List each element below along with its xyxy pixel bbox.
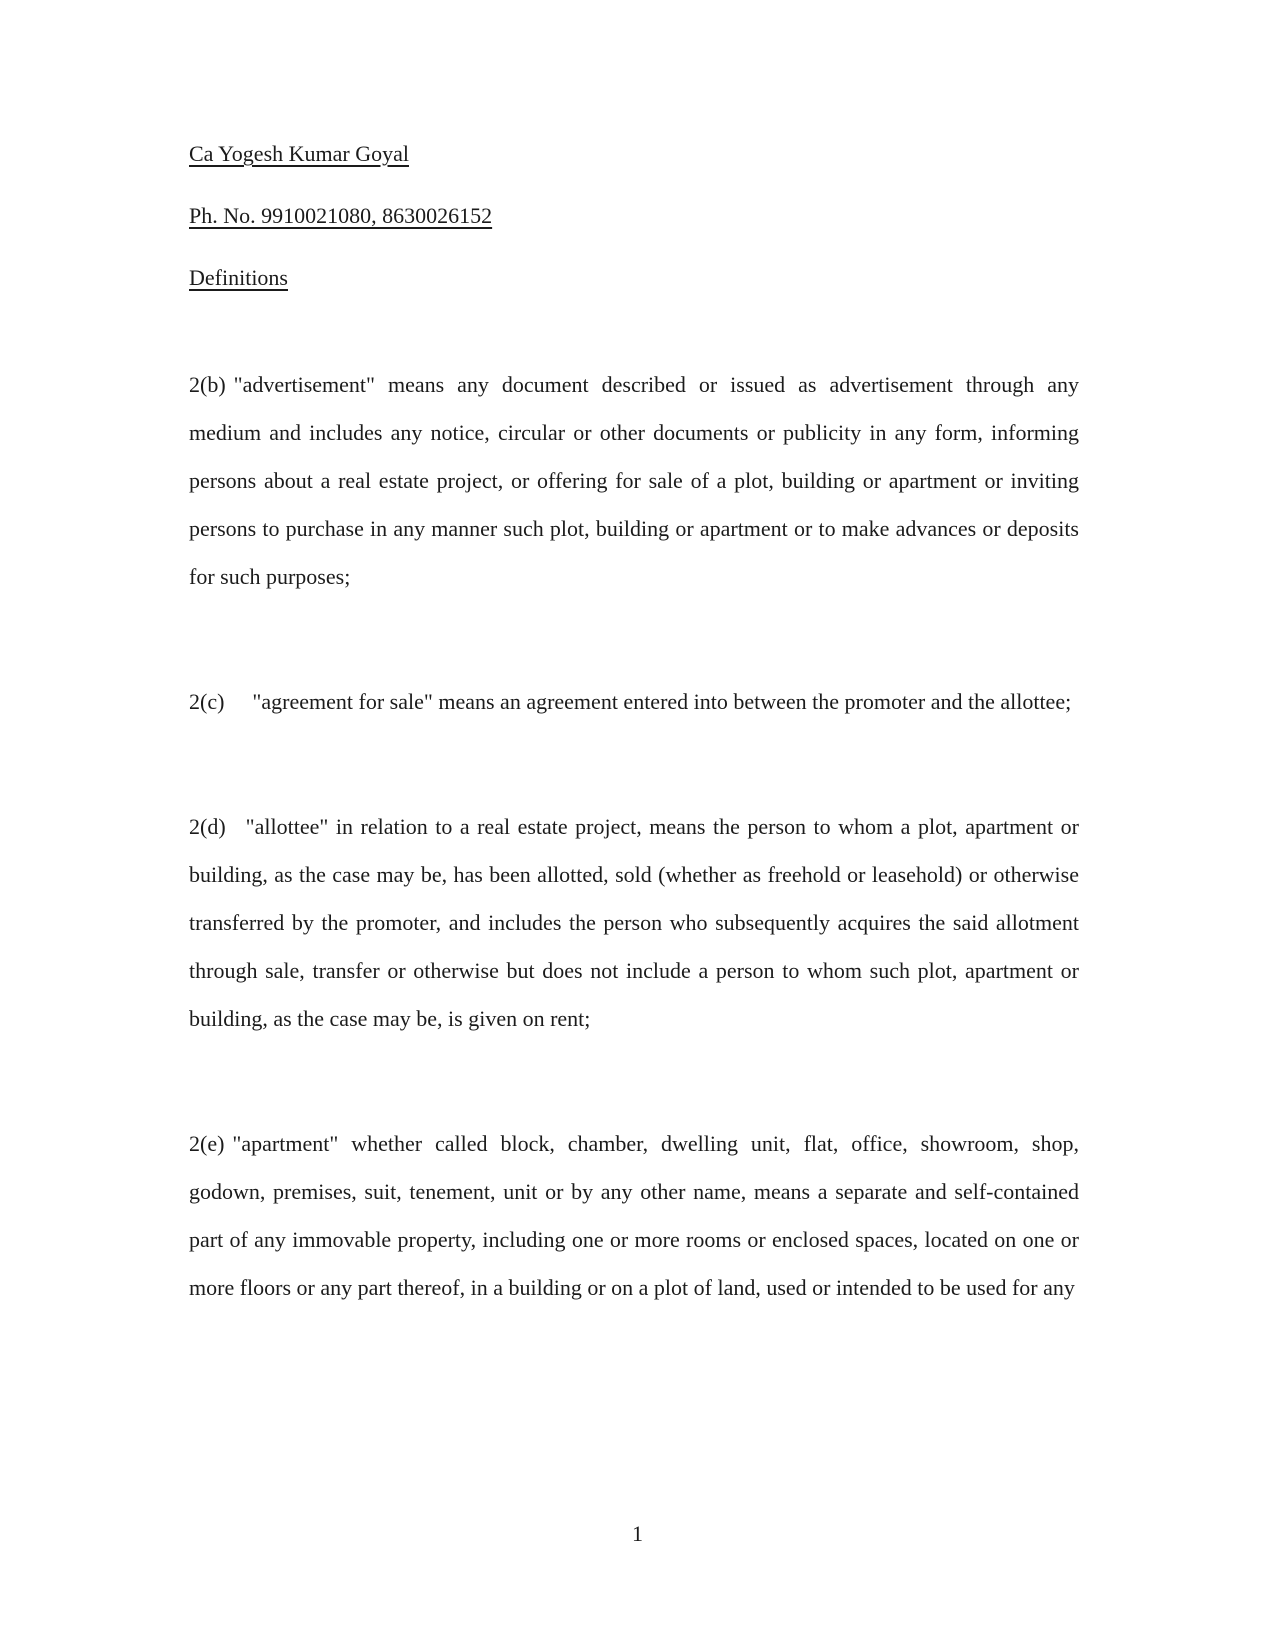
definitions-heading: Definitions <box>189 265 288 290</box>
clause-2d-number: 2(d) <box>189 814 226 839</box>
clause-2b-text: "advertisement" means any document described or issued as advertisement through any medium and includes any notice, circular or other documents or publicity in any form, informing persons about a real estate project, or offering for sale of a plot, building or apartment or inviting persons to purchase in any manner such plot, building or apartment or to make advances or deposits for such purposes; <box>189 372 1079 589</box>
clause-2c-number: 2(c) <box>189 689 225 714</box>
page-number: 1 <box>632 1521 643 1546</box>
clause-2d <box>189 803 1079 1043</box>
author-line: Ca Yogesh Kumar Goyal <box>189 141 409 166</box>
clause-2d-text: "allottee" in relation to a real estate project, means the person to whom a plot, apartment or building, as the case may be, has been allotted, sold (whether as freehold or leasehold) or otherwise transferred by the promoter, and includes the person who subsequently acquires the said allotment through sale, transfer or otherwise but does not include a person to whom such plot, apartment or building, as the case may be, is given on rent; <box>189 814 1079 1031</box>
clause-2c-text: "agreement for sale" means an agreement entered into between the promoter and the allottee; <box>252 689 1072 714</box>
clause-2b <box>189 361 1079 601</box>
phone-line: Ph. No. 9910021080, 8630026152 <box>189 203 493 228</box>
clause-2e-text: "apartment" whether called block, chamber, dwelling unit, flat, office, showroom, shop, godown, premises, suit, tenement, unit or by any other name, means a separate and self-contained part of any immovable property, including one or more rooms or enclosed spaces, located on one or more floors or any part thereof, in a building or on a plot of land, used or intended to be used for any <box>189 1131 1079 1300</box>
clause-2d-tab-gap <box>226 833 246 834</box>
clause-2b-number: 2(b) <box>189 372 226 397</box>
clause-2e <box>189 1120 1079 1312</box>
document-content <box>189 0 1079 1312</box>
clause-2c <box>189 678 1079 726</box>
clause-2c-tab-gap <box>224 708 252 709</box>
clause-2b-tab-gap <box>226 391 234 392</box>
clause-2e-number: 2(e) <box>189 1131 225 1156</box>
